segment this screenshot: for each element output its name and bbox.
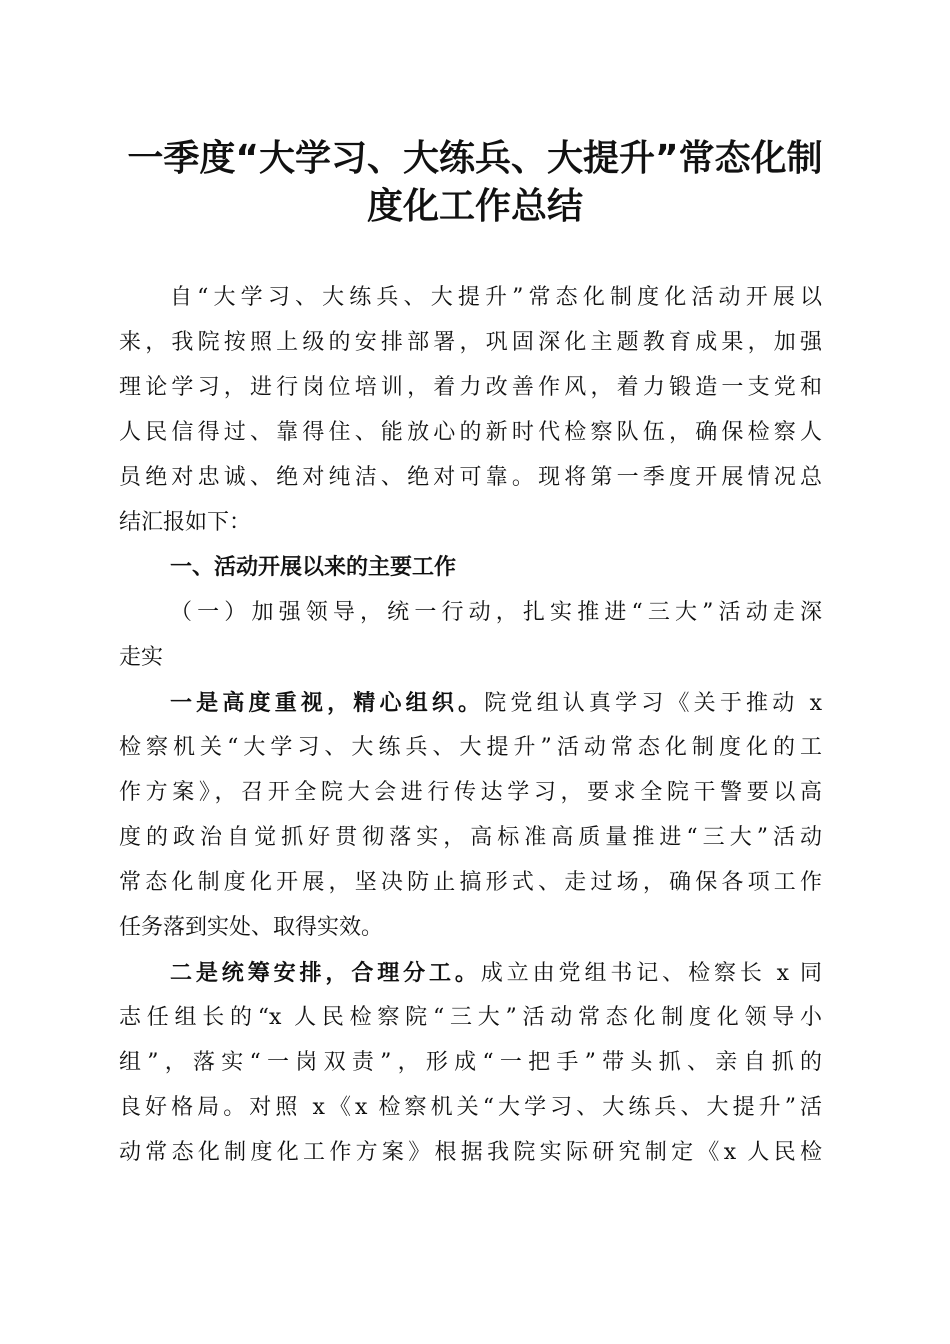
paragraph-2-line-6: 任务落到实处、取得实效。: [119, 915, 384, 940]
subsection-heading-line-1: （一）加强领导，统一行动，扎实推进“三大”活动走深: [170, 600, 822, 625]
paragraph-1-line-5: 员绝对忠诚、绝对纯洁、绝对可靠。现将第一季度开展情况总: [119, 465, 822, 490]
paragraph-3-line-1: [170, 958, 822, 989]
paragraph-2-line-3: 作方案》，召开全院大会进行传达学习，要求全院干警要以高: [119, 780, 822, 805]
paragraph-3-line-5: 动常态化制度化工作方案》根据我院实际研究制定《x 人民检: [119, 1140, 822, 1165]
document-title-line-1: 一季度“大学习、大练兵、大提升”常态化制: [127, 138, 823, 179]
paragraph-2-line-2: 检察机关“大学习、大练兵、大提升”活动常态化制度化的工: [119, 735, 822, 760]
paragraph-3-line-3: 组”，落实“一岗双责”，形成“一把手”带头抓、亲自抓的: [119, 1050, 822, 1075]
paragraph-1-line-4: 人民信得过、靠得住、能放心的新时代检察队伍，确保检察人: [119, 420, 822, 445]
paragraph-2-line-5: 常态化制度化开展，坚决防止搞形式、走过场，确保各项工作: [119, 870, 822, 895]
paragraph-3-lead: 二是统筹安排，合理分工。: [170, 960, 481, 986]
paragraph-2-lead: 一是高度重视，精心组织。: [170, 690, 485, 716]
paragraph-2-line-4: 度的政治自觉抓好贯彻落实，高标准高质量推进“三大”活动: [119, 825, 822, 850]
paragraph-3-line-2: 志任组长的“x 人民检察院“三大”活动常态化制度化领导小: [119, 1005, 822, 1030]
paragraph-1-line-1: 自“大学习、大练兵、大提升”常态化制度化活动开展以: [170, 285, 822, 310]
paragraph-1-line-3: 理论学习，进行岗位培训，着力改善作风，着力锻造一支党和: [119, 375, 822, 400]
paragraph-1-line-6: 结汇报如下：: [119, 510, 252, 535]
subsection-heading-line-2: 走实: [119, 645, 164, 670]
paragraph-3-line-4: 良好格局。对照 x《x 检察机关“大学习、大练兵、大提升”活: [119, 1095, 822, 1120]
paragraph-2-line-1: [170, 688, 822, 719]
paragraph-2-line-1-text: 院党组认真学习《关于推动 x: [484, 691, 822, 716]
section-heading-1: 一、活动开展以来的主要工作: [170, 555, 457, 580]
paragraph-3-line-1-text: 成立由党组书记、检察长 x 同: [480, 961, 822, 986]
paragraph-1-line-2: 来，我院按照上级的安排部署，巩固深化主题教育成果，加强: [119, 330, 822, 355]
document-title-line-2: 度化工作总结: [366, 186, 583, 227]
